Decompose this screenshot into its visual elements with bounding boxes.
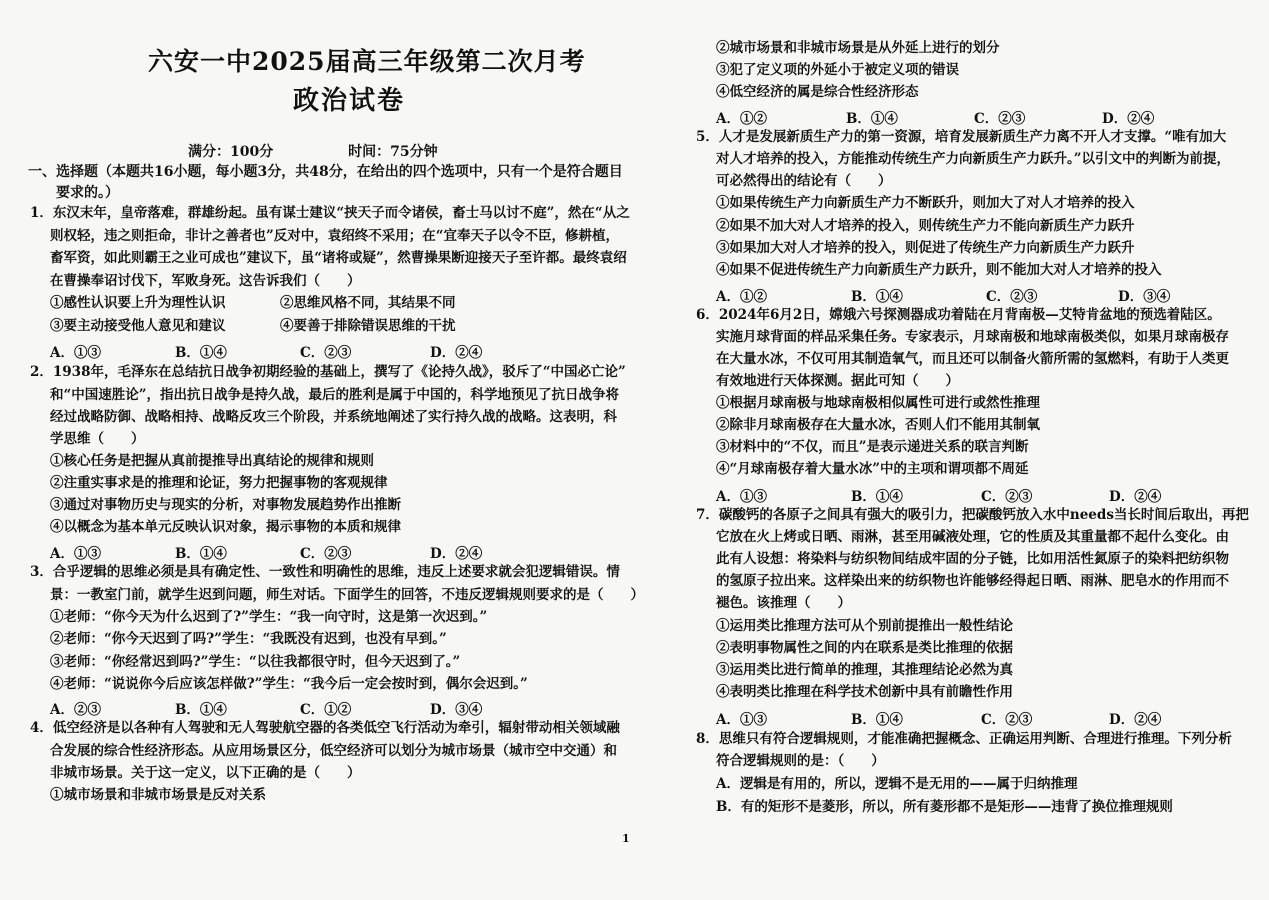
section-heading-cont: 要求的。） bbox=[56, 185, 119, 201]
q2-option-c: C．②③ bbox=[300, 546, 352, 562]
q1-option-a: A．①③ bbox=[50, 345, 101, 361]
q3-option-b: B．①④ bbox=[175, 702, 227, 718]
q5-statement: ④如果不促进传统生产力向新质生产力跃升，则不能加大对人才培养的投入 bbox=[716, 262, 1162, 278]
q7-stem-line: 7．碳酸钙的各原子之间具有强大的吸引力，把碳酸钙放入水中needs当长时间后取出，再把 bbox=[696, 507, 1249, 523]
q4-option-d: D．②④ bbox=[1102, 111, 1155, 127]
exam-meta bbox=[188, 141, 508, 161]
q2-stem-line: 经过战略防御、战略相持、战略反攻三个阶段，并系统地阐述了实行持久战的战略。这表明，科 bbox=[50, 409, 617, 425]
q7-statement: ①运用类比推理方法可从个别前提推出一般性结论 bbox=[716, 618, 1013, 634]
q8-stem-line: 8．思维只有符合逻辑规则，才能准确把握概念、正确运用判断、合理进行推理。下列分析 bbox=[696, 731, 1232, 747]
q5-statement: ①如果传统生产力向新质生产力不断跃升，则加大了对人才培养的投入 bbox=[716, 195, 1135, 211]
q7-statement: ④表明类比推理在科学技术创新中具有前瞻性作用 bbox=[716, 684, 1013, 700]
section-heading: 一、选择题（本题共16小题，每小题3分，共48分，在给出的四个选项中，只有一个是符合题目 bbox=[28, 164, 623, 180]
q8-stem-line: 符合逻辑规则的是：（ ） bbox=[716, 753, 885, 769]
q7-stem-line: 的氢原子拉出来。这样染出来的纺织物也许能够经得起日晒、雨淋、肥皂水的作用而不 bbox=[716, 573, 1229, 589]
q2-statement: ②注重实事求是的推理和论证，努力把握事物的客观规律 bbox=[50, 475, 388, 491]
q4-statement: ④低空经济的属是综合性经济形态 bbox=[716, 84, 919, 100]
q4-stem-line: 合发展的综合性经济形态。从应用场景区分，低空经济可以划分为城市场景（城市空中交通）和 bbox=[50, 743, 617, 759]
q1-statement: ①感性认识要上升为理性认识 bbox=[50, 295, 226, 311]
q5-stem-line: 5．人才是发展新质生产力的第一资源，培育发展新质生产力离不开人才支撑。“唯有加大 bbox=[696, 129, 1227, 145]
q7-option-b: B．①④ bbox=[851, 712, 903, 728]
q1-stem-line: 在曹操奉诏讨伐下，军败身死。这告诉我们（ ） bbox=[50, 273, 361, 289]
q3-option-a: A．②③ bbox=[50, 702, 101, 718]
q5-option-c: C．②③ bbox=[986, 289, 1038, 305]
q1-stem-line: 1．东汉末年，皇帝落难，群雄纷起。虽有谋士建议“挟天子而令诸侯，畜士马以讨不庭”，然在“从之 bbox=[30, 205, 630, 221]
q4-option-c: C．②③ bbox=[974, 111, 1026, 127]
q3-statement: ③老师：“你经常迟到吗?”学生：“以往我都很守时，但今天迟到了。” bbox=[50, 654, 461, 670]
q7-statement: ③运用类比进行简单的推理，其推理结论必然为真 bbox=[716, 662, 1013, 678]
exam-title: 六安一中2025届高三年级第二次月考 bbox=[148, 47, 586, 76]
q1-statement: ④要善于排除错误思维的干扰 bbox=[280, 318, 456, 334]
time-label: 时间：75分钟 bbox=[348, 144, 438, 160]
q1-option-c: C．②③ bbox=[300, 345, 352, 361]
q7-statement: ②表明事物属性之间的内在联系是类比推理的依据 bbox=[716, 640, 1013, 656]
q7-option-c: C．②③ bbox=[981, 712, 1033, 728]
q1-stem-line: 畜军资，如此则霸王之业可成也”建议下，虽“诸将或疑”，然曹操果断迎接天子至许都。最终袁绍 bbox=[50, 250, 627, 266]
q7-stem-line: 褪色。该推理（ ） bbox=[716, 595, 851, 611]
q4-stem-line: 4．低空经济是以各种有人驾驶和无人驾驶航空器的各类低空飞行活动为牵引，辐射带动相关领域融 bbox=[30, 720, 620, 736]
q3-statement: ④老师：“说说你今后应该怎样做?”学生：“我今后一定会按时到，偶尔会迟到。” bbox=[50, 676, 528, 692]
q8-option-a: A．逻辑是有用的，所以，逻辑不是无用的——属于归纳推理 bbox=[716, 776, 1078, 792]
exam-subtitle: 政治试卷 bbox=[293, 86, 406, 116]
q6-stem-line: 6．2024年6月2日，嫦娥六号探测器成功着陆在月背南极—艾特肯盆地的预选着陆区。 bbox=[696, 307, 1221, 323]
q1-options bbox=[50, 341, 482, 361]
q1-statement: ③要主动接受他人意见和建议 bbox=[50, 318, 226, 334]
q1-statement: ②思维风格不同，其结果不同 bbox=[280, 295, 456, 311]
q4-option-a: A．①② bbox=[716, 111, 767, 127]
q3-statement: ①老师：“你今天为什么迟到了?”学生：“我一向守时，这是第一次迟到。” bbox=[50, 609, 488, 625]
q7-options bbox=[716, 708, 1161, 728]
q2-stem-line: 2．1938年，毛泽东在总结抗日战争初期经验的基础上，撰写了《论持久战》，驳斥了“中国必亡论” bbox=[30, 364, 626, 380]
q4-stem-line: 非城市场景。关于这一定义，以下正确的是（ ） bbox=[50, 765, 361, 781]
q2-statement: ④以概念为基本单元反映认识对象，揭示事物的本质和规律 bbox=[50, 519, 401, 535]
q6-option-d: D．②④ bbox=[1109, 489, 1162, 505]
q6-option-a: A．①③ bbox=[716, 489, 767, 505]
q5-statement: ③如果加大对人才培养的投入，则促进了传统生产力向新质生产力跃升 bbox=[716, 240, 1135, 256]
q1-option-d: D．②④ bbox=[430, 345, 483, 361]
q4-options bbox=[716, 107, 1154, 127]
q6-statement: ④“月球南极存着大量水冰”中的主项和谓项都不周延 bbox=[716, 461, 1029, 477]
q2-stem-line: 和“中国速胜论”，指出抗日战争是持久战，最后的胜利是属于中国的，科学地预见了抗日战争将 bbox=[50, 387, 620, 403]
q2-statement: ①核心任务是把握从真前提推导出真结论的规律和规则 bbox=[50, 453, 374, 469]
q2-option-a: A．①③ bbox=[50, 546, 101, 562]
q6-option-c: C．②③ bbox=[981, 489, 1033, 505]
q2-stem-line: 学思维（ ） bbox=[50, 431, 145, 447]
q5-stem-line: 对人才培养的投入，方能推动传统生产力向新质生产力跃升。”以引文中的判断为前提， bbox=[716, 151, 1231, 167]
q3-option-d: D．③④ bbox=[430, 702, 483, 718]
q2-option-d: D．②④ bbox=[430, 546, 483, 562]
q6-option-b: B．①④ bbox=[851, 489, 903, 505]
q3-options bbox=[50, 698, 482, 718]
q5-statement: ②如果不加大对人才培养的投入，则传统生产力不能向新质生产力跃升 bbox=[716, 218, 1135, 234]
q6-options bbox=[716, 485, 1161, 505]
page-number: 1 bbox=[622, 832, 630, 845]
q5-options bbox=[716, 285, 1170, 305]
q6-stem-line: 实施月球背面的样品采集任务。专家表示，月球南极和地球南极类似，如果月球南极存 bbox=[716, 329, 1229, 345]
q4-statement: ①城市场景和非城市场景是反对关系 bbox=[50, 787, 266, 803]
q3-stem-line: 景：一教室门前，就学生迟到问题，师生对话。下面学生的回答，不违反逻辑规则要求的是（ ） bbox=[50, 587, 644, 603]
q2-option-b: B．①④ bbox=[175, 546, 227, 562]
q7-option-a: A．①③ bbox=[716, 712, 767, 728]
q2-options bbox=[50, 542, 482, 562]
q6-stem-line: 在大量水冰，不仅可用其制造氧气，而且还可以制备火箭所需的氢燃料，有助于人类更 bbox=[716, 351, 1229, 367]
q6-statement: ①根据月球南极与地球南极相似属性可进行或然性推理 bbox=[716, 395, 1040, 411]
q6-stem-line: 有效地进行天体探测。据此可知（ ） bbox=[716, 373, 959, 389]
score-label: 满分：100分 bbox=[188, 144, 274, 160]
q3-stem-line: 3．合乎逻辑的思维必须是具有确定性、一致性和明确性的思维，违反上述要求就会犯逻辑错误。情 bbox=[30, 564, 620, 580]
q5-option-a: A．①② bbox=[716, 289, 767, 305]
q6-statement: ②除非月球南极存在大量水冰，否则人们不能用其制氧 bbox=[716, 417, 1040, 433]
q7-option-d: D．②④ bbox=[1109, 712, 1162, 728]
q3-statement: ②老师：“你今天迟到了吗?”学生：“我既没有迟到，也没有早到。” bbox=[50, 631, 447, 647]
q8-option-b: B．有的矩形不是菱形，所以，所有菱形都不是矩形——违背了换位推理规则 bbox=[716, 799, 1173, 815]
q5-stem-line: 可必然得出的结论有（ ） bbox=[716, 173, 892, 189]
q4-option-b: B．①④ bbox=[846, 111, 898, 127]
q6-statement: ③材料中的“不仅，而且”是表示递进关系的联言判断 bbox=[716, 439, 1029, 455]
q7-stem-line: 此有人设想：将染料与纺织物间结成牢固的分子链，比如用活性氮原子的染料把纺织物 bbox=[716, 551, 1229, 567]
q4-statement: ③犯了定义项的外延小于被定义项的错误 bbox=[716, 62, 959, 78]
q2-statement: ③通过对事物历史与现实的分析，对事物发展趋势作出推断 bbox=[50, 497, 401, 513]
q7-stem-line: 它放在火上烤或日晒、雨淋，甚至用碱液处理，它的性质及其重量都不起什么变化。由 bbox=[716, 529, 1229, 545]
q5-option-d: D．③④ bbox=[1118, 289, 1171, 305]
q3-option-c: C．①② bbox=[300, 702, 352, 718]
q4-statement: ②城市场景和非城市场景是从外延上进行的划分 bbox=[716, 40, 1000, 56]
q1-option-b: B．①④ bbox=[175, 345, 227, 361]
q1-stem-line: 则权轻，违之则拒命，非计之善者也”反对中，袁绍终不采用；在“宜奉天子以令不臣，修耕植， bbox=[50, 228, 620, 244]
q5-option-b: B．①④ bbox=[851, 289, 903, 305]
